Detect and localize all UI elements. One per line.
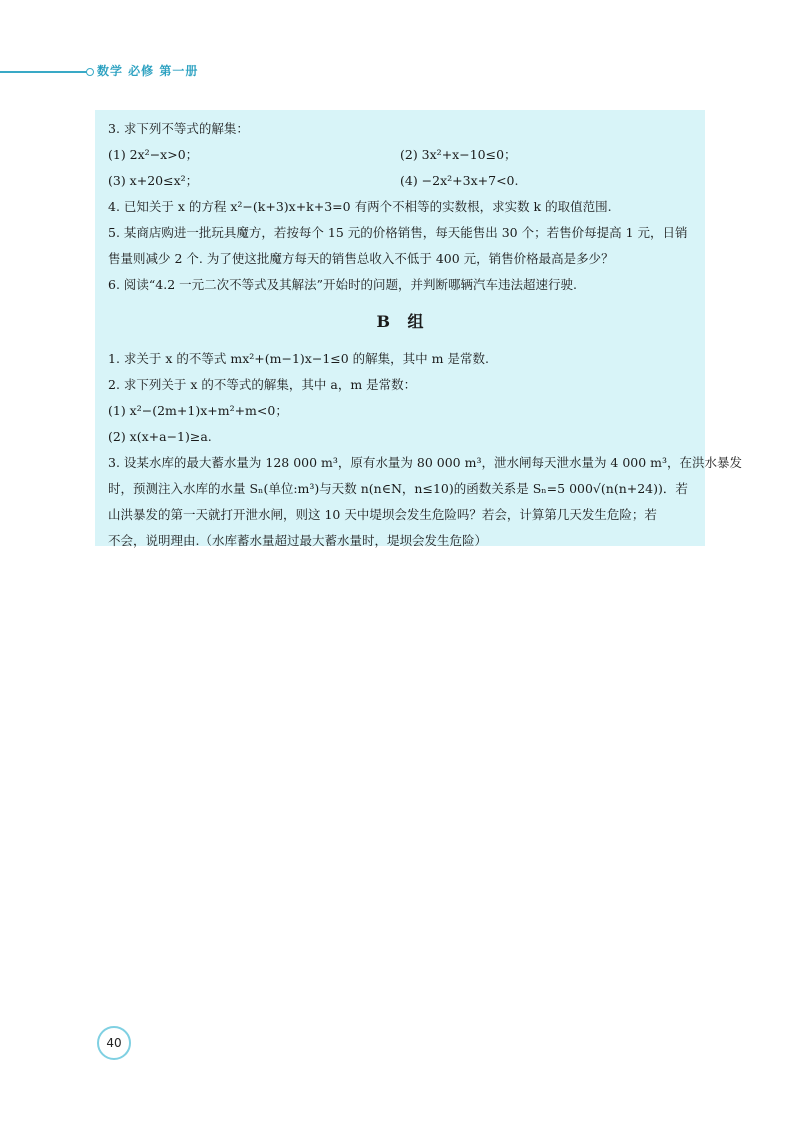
a-q3-stem: 3. 求下列不等式的解集：	[108, 121, 249, 136]
a-q6: 6. 阅读“4.2 一元二次不等式及其解法”开始时的问题，并判断哪辆汽车违法超速行驶.	[108, 277, 578, 292]
b-q1: 1. 求关于 x 的不等式 mx²+(m−1)x−1≤0 的解集，其中 m 是常数.	[108, 351, 489, 366]
exercise-content	[108, 116, 743, 554]
b-q3-line2: 时，预测注入水库的水量 Sₙ(单位:m³)与天数 n(n∈N，n≤10)的函数关系是 Sₙ=5 000√(n(n+24))．若	[108, 481, 688, 496]
b-q2-stem: 2. 求下列关于 x 的不等式的解集，其中 a，m 是常数：	[108, 377, 417, 392]
a-q5-line2: 售量则减少 2 个. 为了使这批魔方每天的销售总收入不低于 400 元，销售价格最高是多少？	[108, 251, 614, 266]
a-q3-part3: (3) x+20≤x²；	[108, 173, 199, 188]
book-header-title: 数学 必修 第一册	[97, 64, 199, 78]
page-number: 40	[97, 1026, 131, 1060]
b-q2-part2: (2) x(x+a−1)≥a.	[108, 429, 212, 444]
header-dot	[86, 68, 94, 76]
group-b-title: B 组	[376, 312, 430, 331]
header-rule	[0, 71, 88, 73]
b-q3-line3: 山洪暴发的第一天就打开泄水闸，则这 10 天中堤坝会发生危险吗？若会，计算第几天发生危险；若	[108, 507, 657, 522]
a-q5-line1: 5. 某商店购进一批玩具魔方，若按每个 15 元的价格销售，每天能售出 30 个；若售价每提高 1 元，日销	[108, 225, 688, 240]
a-q3-row2	[108, 168, 698, 194]
a-q3-part1: (1) 2x²−x>0；	[108, 147, 199, 162]
a-q3-part4: (4) −2x²+3x+7<0.	[400, 173, 519, 188]
b-q3-line1: 3. 设某水库的最大蓄水量为 128 000 m³，原有水量为 80 000 m³，泄水闸每天泄水量为 4 000 m³，在洪水暴发	[108, 455, 743, 470]
a-q4: 4. 已知关于 x 的方程 x²−(k+3)x+k+3=0 有两个不相等的实数根，求实数 k 的取值范围.	[108, 199, 612, 214]
b-q2-part1: (1) x²−(2m+1)x+m²+m<0；	[108, 403, 288, 418]
a-q3-part2: (2) 3x²+x−10≤0；	[400, 147, 517, 162]
b-q3-line4: 不会，说明理由.（水库蓄水量超过最大蓄水量时，堤坝会发生危险）	[108, 533, 487, 548]
a-q3-row1	[108, 142, 698, 168]
